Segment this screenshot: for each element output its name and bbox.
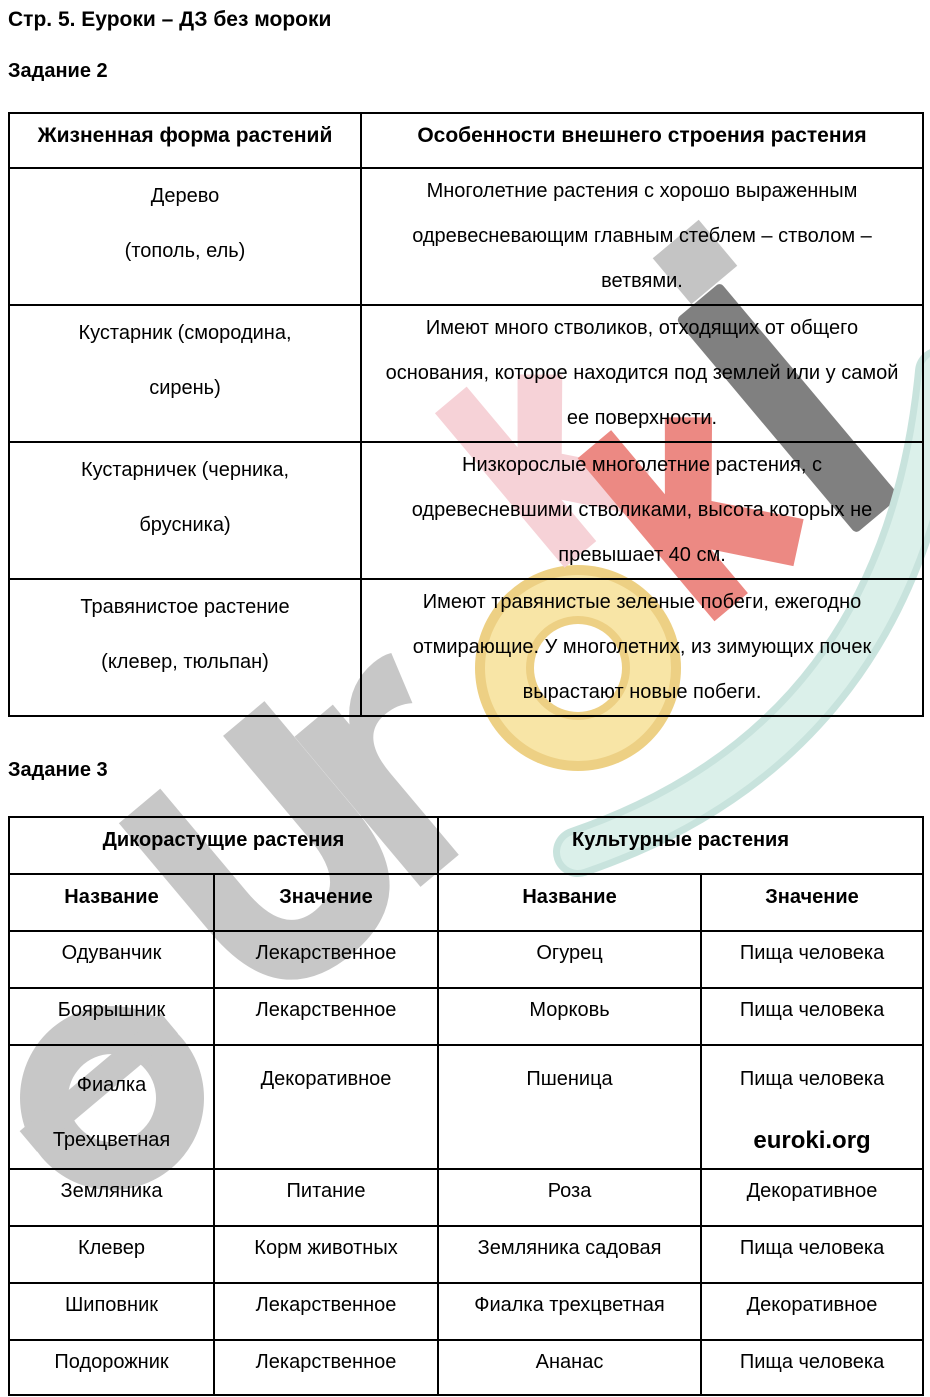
wild-name-cell: Клевер — [9, 1226, 214, 1283]
life-form-name: Дерево — [150, 185, 220, 207]
table-row — [9, 931, 923, 988]
cultural-name-cell: Ананас — [438, 1340, 701, 1395]
life-form-name: Кустарник (смородина, — [78, 322, 292, 344]
table-row — [9, 1169, 923, 1226]
life-form-examples: сирень) — [149, 377, 221, 399]
cultural-value-cell: Пища человека — [701, 931, 923, 988]
cultural-name-cell: Земляника садовая — [438, 1226, 701, 1283]
life-forms-table — [8, 112, 924, 717]
column-header-row — [9, 874, 923, 931]
wild-value-cell: Декоративное — [214, 1045, 438, 1169]
wild-name-cell: Подорожник — [9, 1340, 214, 1395]
wild-name-cell — [9, 1045, 214, 1169]
table-row — [9, 442, 923, 579]
wild-name-cell: Земляника — [9, 1169, 214, 1226]
name-header-cell: Название — [438, 874, 701, 931]
features-header-cell: Особенности внешнего строения растения — [361, 113, 923, 168]
table-row — [9, 988, 923, 1045]
features-cell: Низкорослые многолетние растения, с одревесневшими стволиками, высота которых не превышает 40 см. — [361, 442, 923, 579]
life-form-header-cell: Жизненная форма растений — [9, 113, 361, 168]
wild-value-cell: Лекарственное — [214, 988, 438, 1045]
task2-heading: Задание 2 — [8, 60, 108, 82]
cultural-value-cell: Пища человека — [701, 1226, 923, 1283]
table-row — [9, 1340, 923, 1395]
life-form-cell — [9, 168, 361, 305]
wild-value-cell: Питание — [214, 1169, 438, 1226]
table-row — [9, 1226, 923, 1283]
life-form-cell — [9, 579, 361, 716]
features-cell: Имеют травянистые зеленые побеги, ежегодно отмирающие. У многолетних, из зимующих почек вырастают новые побеги. — [361, 579, 923, 716]
table-row — [9, 1283, 923, 1340]
wild-value-cell: Лекарственное — [214, 1283, 438, 1340]
wild-name-cell: Боярышник — [9, 988, 214, 1045]
wild-name-cell: Одуванчик — [9, 931, 214, 988]
life-form-examples: (тополь, ель) — [124, 240, 246, 262]
cultural-value-cell: Декоративное — [701, 1169, 923, 1226]
life-form-name: Травянистое растение — [80, 596, 290, 618]
life-form-cell — [9, 305, 361, 442]
table-row — [9, 305, 923, 442]
life-form-examples: брусника) — [139, 514, 231, 536]
features-cell: Многолетние растения с хорошо выраженным одревесневающим главным стеблем – стволом – ветвями. — [361, 168, 923, 305]
group-header-row — [9, 817, 923, 874]
table-header-row — [9, 113, 923, 168]
table-row — [9, 579, 923, 716]
task3-heading: Задание 3 — [8, 759, 108, 781]
life-form-cell — [9, 442, 361, 579]
value-header-cell: Значение — [701, 874, 923, 931]
cultural-name-cell: Роза — [438, 1169, 701, 1226]
name-header-cell: Название — [9, 874, 214, 931]
wild-value-cell: Корм животных — [214, 1226, 438, 1283]
cultural-value-text: Пища человека — [739, 1068, 885, 1090]
wild-plants-group-header: Дикорастущие растения — [9, 817, 438, 874]
cultural-name-cell: Огурец — [438, 931, 701, 988]
wild-value-cell: Лекарственное — [214, 931, 438, 988]
euroki-brand-text: euroki.org — [753, 1127, 871, 1154]
cultural-name-cell: Фиалка трехцветная — [438, 1283, 701, 1340]
life-form-examples: (клевер, тюльпан) — [101, 651, 269, 673]
cultural-plants-group-header: Культурные растения — [438, 817, 923, 874]
value-header-cell: Значение — [214, 874, 438, 931]
wild-name-line: Трехцветная — [52, 1129, 171, 1151]
plants-table — [8, 816, 924, 1396]
cultural-name-cell: Морковь — [438, 988, 701, 1045]
table-row — [9, 1045, 923, 1169]
features-cell: Имеют много стволиков, отходящих от общего основания, которое находится под землей или у самой ее поверхности. — [361, 305, 923, 442]
life-form-name: Кустарничек (черника, — [80, 459, 290, 481]
cultural-value-cell: Декоративное — [701, 1283, 923, 1340]
cultural-value-cell: Пища человека — [701, 988, 923, 1045]
table-row — [9, 168, 923, 305]
cultural-name-cell: Пшеница — [438, 1045, 701, 1169]
page-title: Стр. 5. Еуроки – ДЗ без мороки — [8, 8, 332, 31]
wild-value-cell: Лекарственное — [214, 1340, 438, 1395]
wild-name-cell: Шиповник — [9, 1283, 214, 1340]
cultural-value-cell: Пища человека — [701, 1340, 923, 1395]
wild-name-line: Фиалка — [76, 1074, 147, 1096]
cultural-value-cell — [701, 1045, 923, 1169]
